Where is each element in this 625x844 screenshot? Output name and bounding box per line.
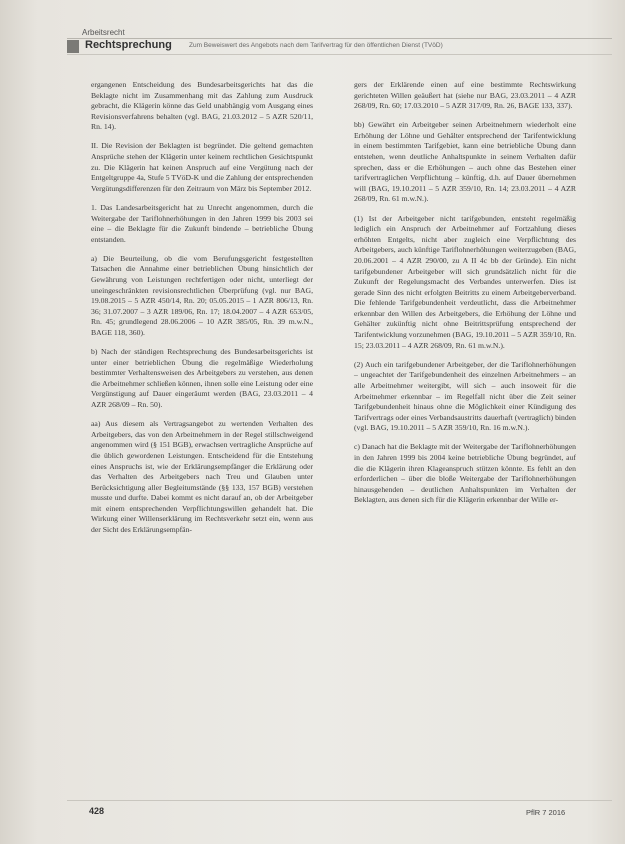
page-number: 428 bbox=[89, 806, 105, 816]
paragraph: b) Nach der ständigen Rechtsprechung des Bundesarbeitsgerichts ist unter einer betrieblichen Übung die regelmäßige Wiederholung bestimmter Verhaltensweisen des Arbeitgebers zu verstehen, aus denen die Arbeitnehmer schließen können, ihnen solle eine Leistung oder eine Vergünstigung auf Dauer eingeräumt werden (BAG, 23.03.2011 – 4 AZR 268/09 – Rn. 50). bbox=[91, 347, 313, 410]
paragraph: II. Die Revision der Beklagten ist begründet. Die geltend gemachten Ansprüche stehen der Klägerin unter keinem rechtlichen Gesichtspunkt zu. Die Klägerin hat keinen Anspruch auf eine Vergütung nach der Entgeltgruppe 4a, Stufe 5 TVöD-K und die Zahlung der entsprechenden Vergütungsdifferenzen für den Zeitraum von März bis September 2012. bbox=[91, 141, 313, 193]
section-label: Arbeitsrecht bbox=[82, 28, 125, 37]
running-header bbox=[67, 38, 612, 55]
paragraph: aa) Aus diesem als Vertragsangebot zu wertenden Verhalten des Arbeitgebers, das von den Arbeitnehmern in der Regel stillschweigend angenommen wird (§ 151 BGB), erwachsen vertragliche Ansprüche auf die üblich gewordenen Leistungen. Entscheidend für die Entstehung eines Anspruchs ist, wie der Erklärungsempfänger die Erklärung oder das Verhalten des Arbeitgebers nach Treu und Glauben unter Berücksichtigung aller Begleitumstände (§§ 133, 157 BGB) verstehen musste und durfte. Dabei kommt es nicht darauf an, ob der Arbeitgeber mit einem entsprechenden Verpflichtungswillen gehandelt hat. Die Wirkung einer Willenserklärung im Rechtsverkehr setzt ein, wenn aus der Sicht des Erklärungsempfän- bbox=[91, 419, 313, 535]
left-column bbox=[91, 80, 313, 544]
paragraph: a) Die Beurteilung, ob die vom Berufungsgericht festgestellten Tatsachen die Annahme einer betrieblichen Übung hinsichtlich der Gewährung von Leistungen rechtfertigen oder nicht, unterliegt der uneingeschränkten revisionsrechtlichen Überprüfung (vgl. nur BAG, 19.08.2015 – 5 AZR 450/14, Rn. 20; 05.05.2015 – 1 AZR 806/13, Rn. 36; 31.07.2007 – 3 AZR 189/06, Rn. 17; 18.04.2007 – 4 AZR 653/05, Rn. 45; grundlegend 28.06.2006 – 10 AZR 385/05, Rn. 39 m.w.N., BAGE 118, 360). bbox=[91, 253, 313, 337]
paragraph: c) Danach hat die Beklagte mit der Weitergabe der Tariflohnerhöhungen in den Jahren 1999 bis 2004 keine betriebliche Übung begründet, auf die die Klägerin ihren Klageanspruch stützen könnte. Es fehlt an den erforderlichen – über die bloße Weitergabe der Tariflohnerhöhungen hinausgehenden – deutlichen Anhaltspunkten im Verhalten der Beklagten, aus denen sich für die Klägerin erkennbar der Wille er- bbox=[354, 442, 576, 505]
paragraph: gers der Erklärende einen auf eine bestimmte Rechtswirkung gerichteten Willen geäußert hat (siehe nur BAG, 23.03.2011 – 4 AZR 268/09, Rn. 60; 17.03.2010 – 5 AZR 317/09, Rn. 26, BAGE 133, 337). bbox=[354, 80, 576, 111]
header-subtitle: Zum Beweiswert des Angebots nach dem Tarifvertrag für den öffentlichen Dienst (TVöD) bbox=[189, 42, 443, 49]
footer-divider bbox=[67, 800, 612, 801]
paragraph: bb) Gewährt ein Arbeitgeber seinen Arbeitnehmern wiederholt eine Erhöhung der Löhne und Gehälter entsprechend der Tarifentwicklung in einem bestimmten Tarifgebiet, kann eine betriebliche Übung dann entstehen, wenn deutliche Anhaltspunkte in seinem Verhalten dafür sprechen, dass er die Erhöhungen – auch ohne das Bestehen einer tarifvertraglichen Verpflichtung – künftig, d.h. auf Dauer übernehmen will (BAG, 19.10.2011 – 5 AZR 359/10, Rn. 14; 23.03.2011 – 4 AZR 268/09, Rn. 61 m.w.N.). bbox=[354, 120, 576, 204]
issue-label: PflR 7 2016 bbox=[526, 808, 566, 817]
paragraph: (2) Auch ein tarifgebundener Arbeitgeber, der die Tariflohnerhöhungen – ungeachtet der Tarifgebundenheit des einzelnen Arbeitnehmers – an alle Arbeitnehmer weitergibt, will sich – auch insoweit für die Arbeitnehmer erkennbar – im Regelfall nicht über die Zeit seiner Tarifgebundenheit hinaus ohne die Möglichkeit einer Kündigung des Tarifvertrags oder eines Verbandsaustritts dauerhaft (vertraglich) binden (vgl. BAG, 19.10.2011 – 5 AZR 359/10, Rn. 16 m.w.N.). bbox=[354, 359, 576, 433]
header-title: Rechtsprechung bbox=[85, 39, 172, 51]
paragraph: 1. Das Landesarbeitsgericht hat zu Unrecht angenommen, durch die Weitergabe der Tariflohnerhöhungen in den Jahren 1999 bis 2003 sei eine – die Beklagte für die Zukunft bindende – betriebliche Übung entstanden. bbox=[91, 202, 313, 244]
header-marker bbox=[67, 40, 79, 53]
paragraph: (1) Ist der Arbeitgeber nicht tarifgebunden, entsteht regelmäßig lediglich ein Anspruch der Arbeitnehmer auf Fortzahlung dieses erhöhten Entgelts, nicht aber zugleich eine Verpflichtung des Arbeitgebers, auch künftige Tariflohnerhöhungen weiterzugeben (BAG, 20.06.2001 – 4 AZR 290/00, zu A II 4c bb der Gründe). Ein nicht tarifgebundener Arbeitgeber will sich grundsätzlich nicht für die Zukunft der Regelungsmacht des Verbandes unterwerfen. Dies ist gerade Sinn des nicht erfolgten Beitritts zu einem Arbeitgeberverband. Die fehlende Tarifgebundenheit verdeutlicht, dass die Arbeitnehmer erkennbar den Willen des Arbeitgebers, die Erhöhung der Löhne und Gehälter zukünftig nicht ohne Beitrittsprüfung entsprechend der Tarifentwicklung vorzunehmen (BAG, 19.10.2011 – 5 AZR 359/10, Rn. 15; 23.03.2011 – 4 AZR 268/09, Rn. 61 m.w.N.). bbox=[354, 213, 576, 350]
right-column bbox=[354, 80, 576, 514]
paragraph: ergangenen Entscheidung des Bundesarbeitsgerichts hat das die Beklagte nicht im Zusammenhang mit das Zahlung zum Ausdruck gebracht, die Klägerin könne das Geld unabhängig vom Ausgang eines Revisionsverfahrens behalten (vgl. BAG, 21.03.2012 – 5 AZR 520/11, Rn. 14). bbox=[91, 80, 313, 132]
